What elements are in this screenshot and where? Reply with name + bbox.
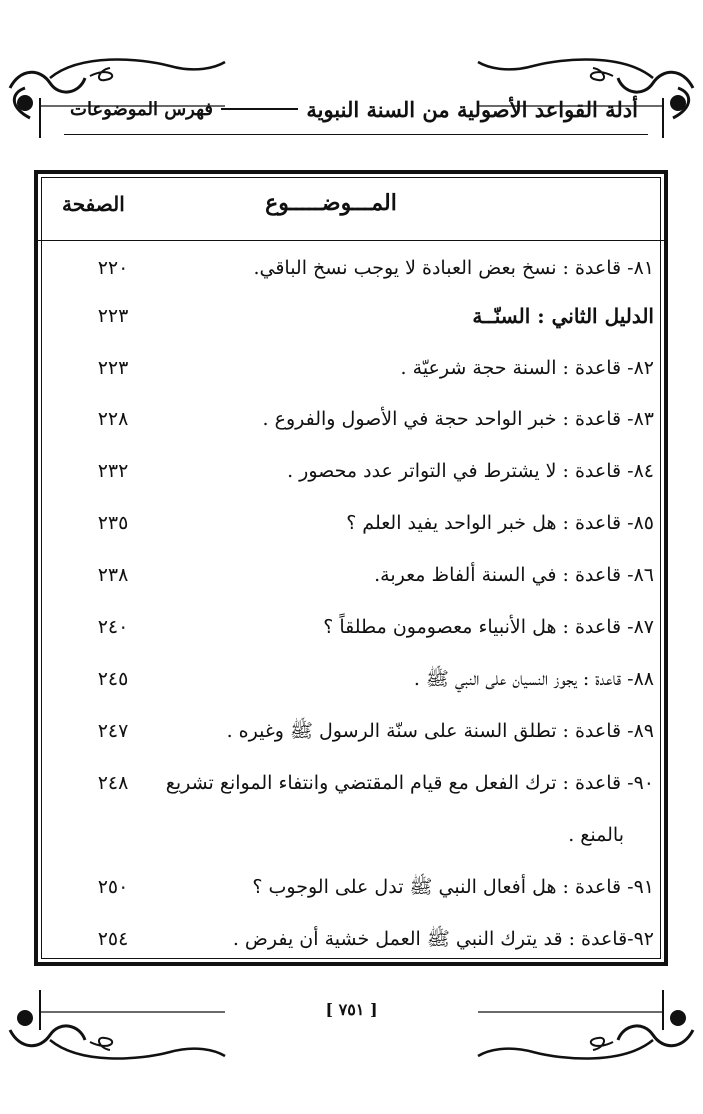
- row-topic: ٨٦- قاعدة : في السنة ألفاظ معربة.: [374, 564, 654, 586]
- row-topic: ٩٠- قاعدة : ترك الفعل مع قيام المقتضي وانتفاء الموانع تشريع: [165, 772, 654, 794]
- row-page: ٢٢٣: [97, 357, 129, 379]
- row-topic: ٨٢- قاعدة : السنة حجة شرعيّة .: [400, 357, 654, 379]
- table-row: [38, 451, 664, 491]
- row-topic: ٨٨- قاعدة : يجوز النسيان على النبي ﷺ .: [413, 668, 654, 690]
- row-page: ٢٣٨: [97, 564, 129, 586]
- row-page: ٢٤٥: [97, 668, 129, 690]
- table-row: [38, 503, 664, 543]
- table-row-continuation: [38, 815, 664, 855]
- row-page: ٢٣٥: [97, 512, 129, 534]
- row-topic: ٨٤- قاعدة : لا يشترط في التواتر عدد محصور .: [287, 460, 654, 482]
- table-row: [38, 348, 664, 388]
- column-header-topic: المـــوضـــــوع: [265, 190, 397, 216]
- table-header: [38, 174, 664, 241]
- row-page: ٢٥٠: [97, 876, 129, 898]
- table-row: [38, 555, 664, 595]
- table-row: [38, 248, 664, 288]
- row-topic: ٨٩- قاعدة : تطلق السنة على سنّة الرسول ﷺ وغيره .: [226, 720, 654, 742]
- section-name: فهرس الموضوعات: [70, 98, 214, 120]
- row-topic: ٨٥- قاعدة : هل خبر الواحد يفيد العلم ؟: [346, 512, 654, 534]
- column-header-page: الصفحة: [62, 192, 125, 216]
- row-page: ٢٤٠: [97, 616, 129, 638]
- row-topic: بالمنع .: [568, 824, 624, 846]
- row-topic: ٩٢-قاعدة : قد يترك النبي ﷺ العمل خشية أن يفرض .: [232, 928, 654, 950]
- header-dash-line: [221, 108, 298, 110]
- table-row: [38, 607, 664, 647]
- row-topic: الدليل الثاني : السنّــة: [472, 304, 654, 328]
- table-row: [38, 659, 664, 699]
- book-title: أدلة القواعد الأصولية من السنة النبوية: [306, 96, 638, 122]
- table-row: [38, 399, 664, 439]
- row-topic: ٨٣- قاعدة : خبر الواحد حجة في الأصول والفروع .: [262, 408, 654, 430]
- row-topic: ٨١- قاعدة : نسخ بعض العبادة لا يوجب نسخ الباقي.: [253, 257, 654, 279]
- table-row: [38, 296, 664, 336]
- row-page: ٢٤٨: [97, 772, 129, 794]
- row-page: ٢٢٨: [97, 408, 129, 430]
- row-topic: ٨٧- قاعدة : هل الأنبياء معصومون مطلقاً ؟: [323, 616, 654, 638]
- row-page: ٢٢٠: [97, 257, 129, 279]
- row-page: ٢٥٤: [97, 928, 129, 950]
- running-header: [70, 86, 638, 132]
- table-row: [38, 711, 664, 751]
- header-rule: [64, 134, 648, 135]
- table-row: [38, 867, 664, 907]
- row-page: ٢٢٣: [97, 305, 129, 327]
- contents-table: [34, 170, 668, 966]
- row-topic: ٩١- قاعدة : هل أفعال النبي ﷺ تدل على الوجوب ؟: [252, 876, 654, 898]
- page-number: [ ٧٥١ ]: [325, 1000, 378, 1019]
- table-row: [38, 919, 664, 959]
- row-page: ٢٣٢: [97, 460, 129, 482]
- table-row: [38, 763, 664, 803]
- row-page: ٢٤٧: [97, 720, 129, 742]
